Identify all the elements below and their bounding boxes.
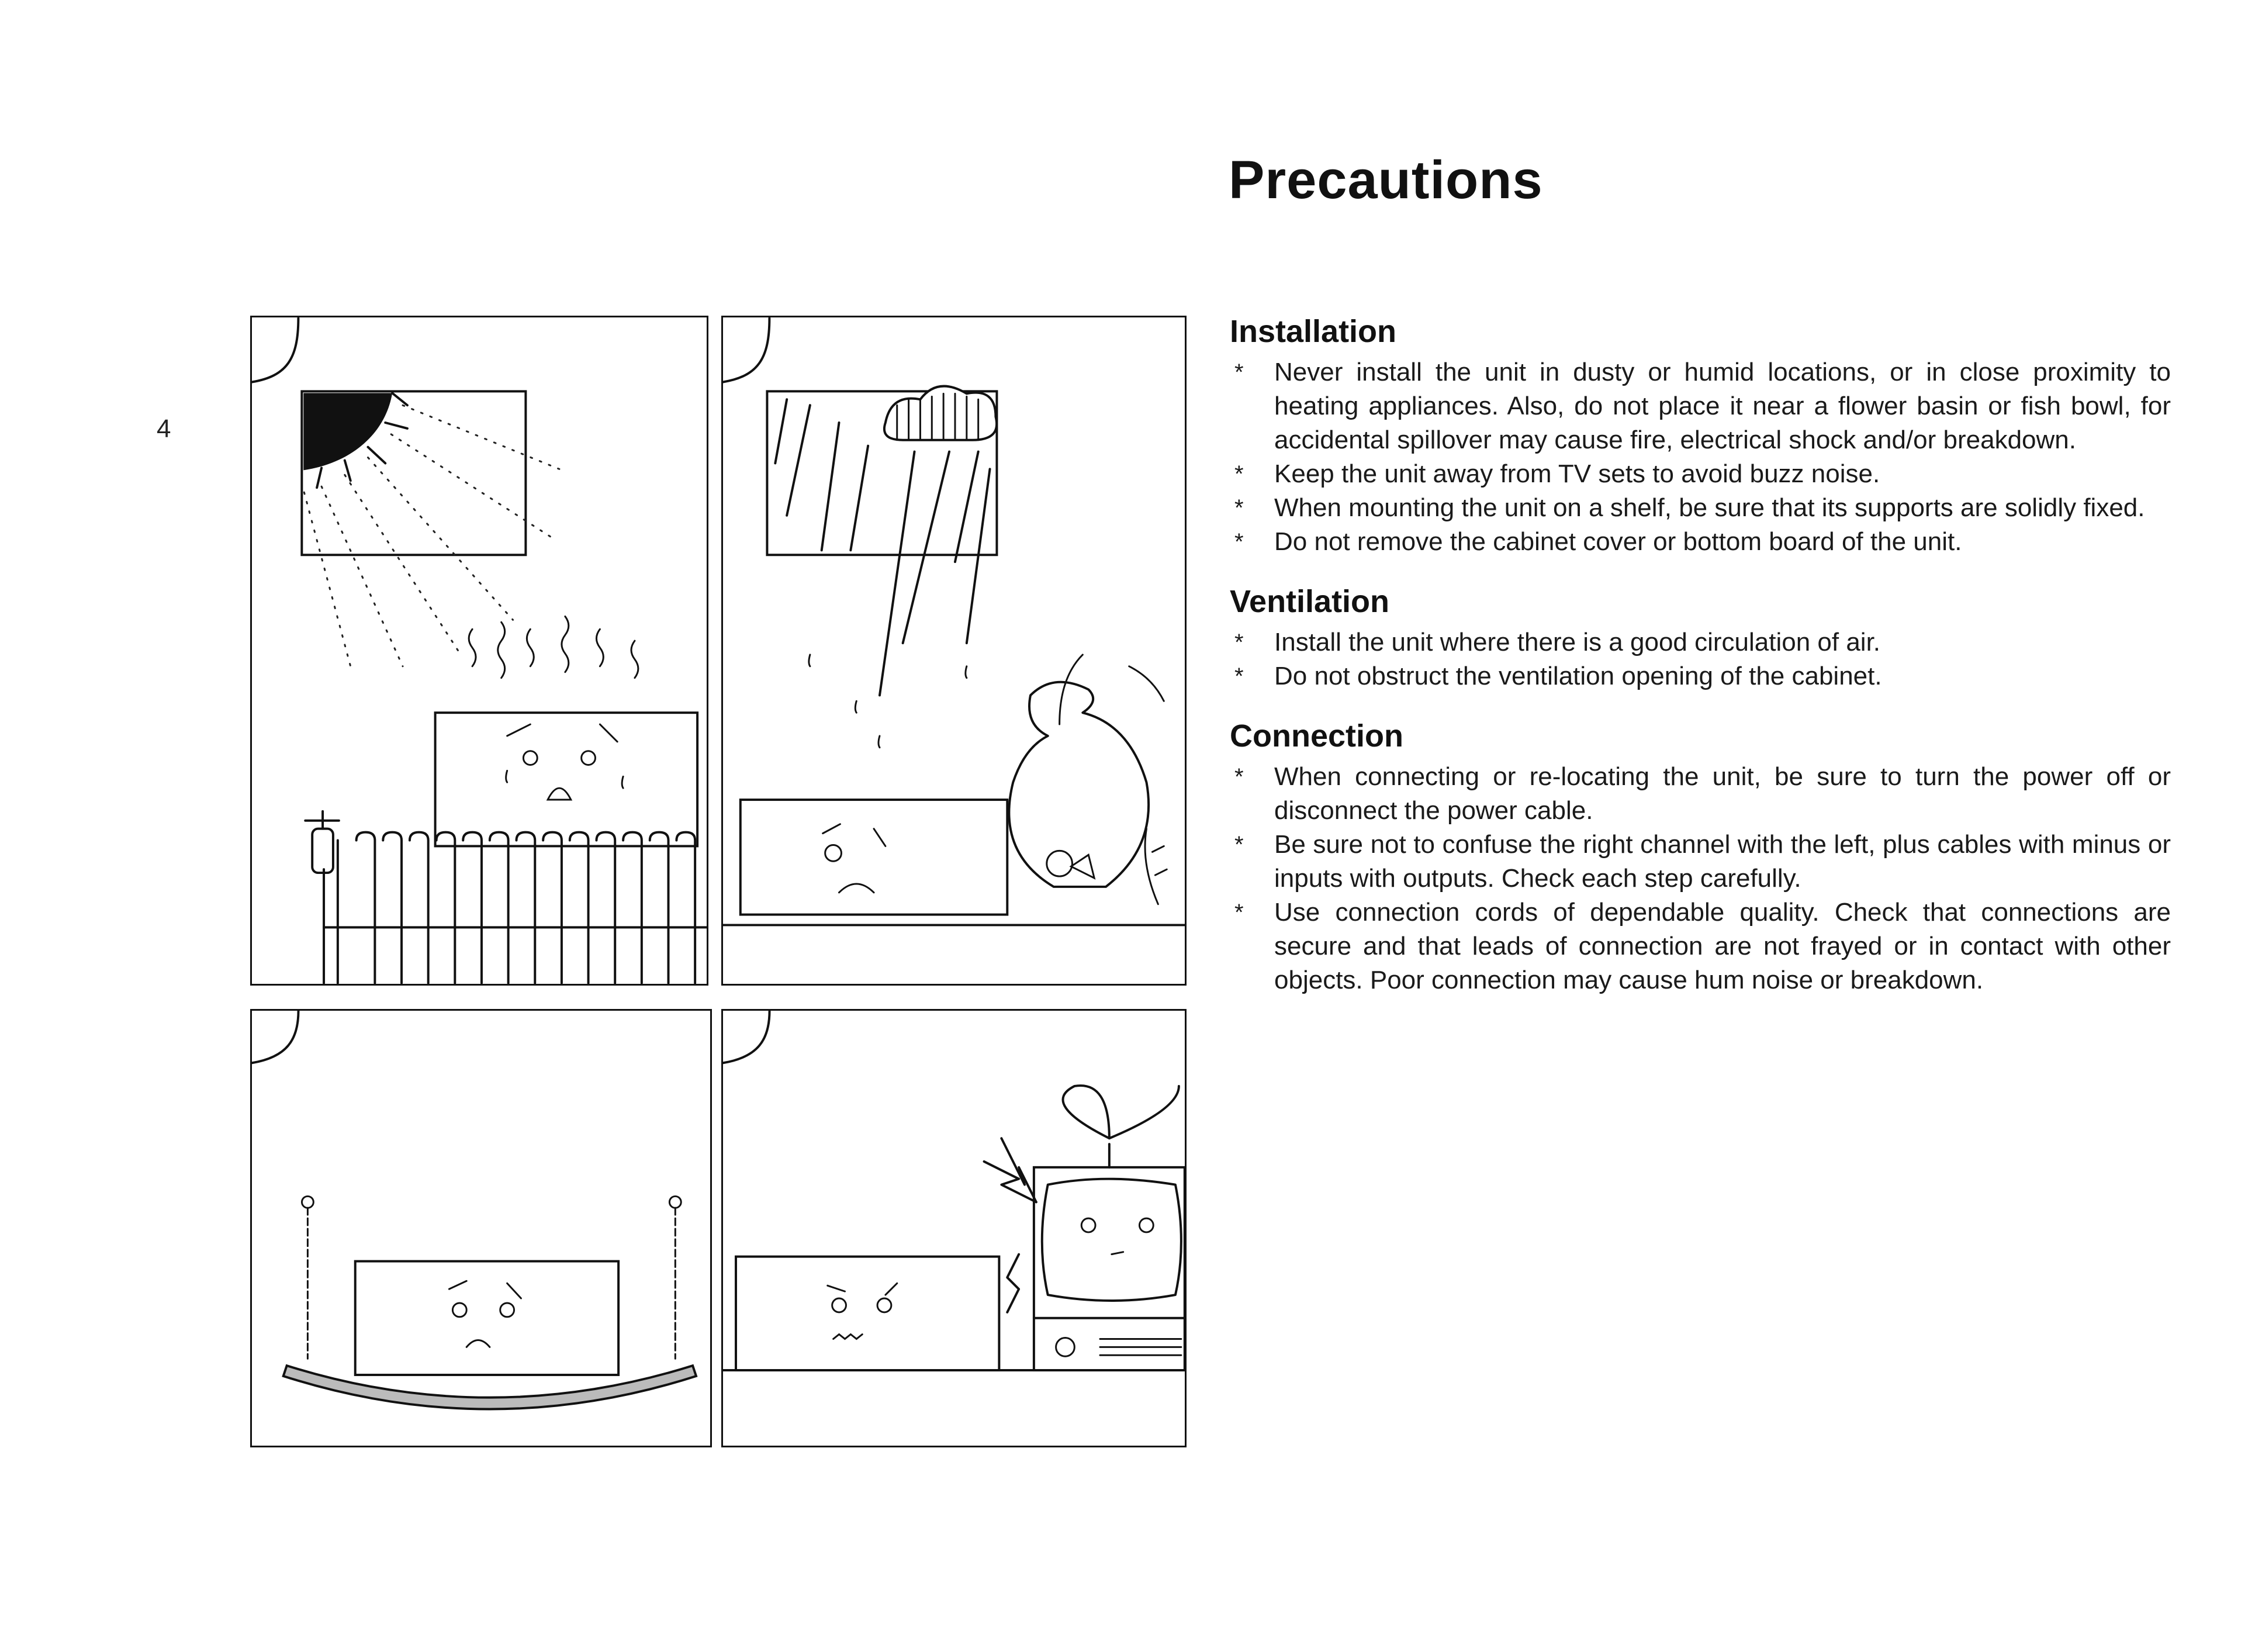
sun-and-radiator-illustration	[250, 316, 708, 986]
item-text: When connecting or re-locating the unit, be sure to turn the power off or disconnect the power cable.	[1274, 762, 2171, 825]
section-heading: Ventilation	[1230, 584, 1390, 620]
item-text: Do not obstruct the ventilation opening of the cabinet.	[1274, 662, 1882, 691]
bullet-asterisk: *	[1234, 630, 1244, 656]
list-item	[1230, 355, 2171, 457]
sun-radiator-drawing	[252, 317, 707, 984]
item-list	[1230, 355, 2171, 559]
list-item	[1230, 760, 2171, 828]
section-connection	[1230, 718, 2171, 997]
page-title: Precautions	[1229, 150, 1543, 210]
list-item	[1230, 457, 2171, 491]
item-text: Never install the unit in dusty or humid locations, or in close proximity to heating appliances. Also, do not place it near a flower basin or fish bowl, for accidental spillover may cause fire, electrical shock and/or breakdown.	[1274, 358, 2171, 455]
list-item	[1230, 491, 2171, 525]
hanging-shelf-drawing	[252, 1011, 710, 1446]
section-heading: Connection	[1230, 718, 1403, 754]
list-item	[1230, 525, 2171, 559]
bullet-asterisk: *	[1234, 663, 1244, 690]
tv-set-illustration	[721, 1009, 1187, 1447]
item-text: Do not remove the cabinet cover or bottom board of the unit.	[1274, 527, 1962, 557]
item-list	[1230, 760, 2171, 997]
item-text: Keep the unit away from TV sets to avoid buzz noise.	[1274, 459, 1880, 489]
page-number: 4	[157, 414, 171, 443]
bullet-asterisk: *	[1234, 360, 1244, 386]
rain-and-fishbowl-illustration	[721, 316, 1187, 986]
list-item	[1230, 828, 2171, 896]
section-ventilation	[1230, 583, 2171, 693]
bullet-asterisk: *	[1234, 900, 1244, 926]
list-item	[1230, 659, 2171, 693]
list-item	[1230, 896, 2171, 997]
section-installation	[1230, 313, 2171, 559]
bullet-asterisk: *	[1234, 495, 1244, 521]
item-text: Be sure not to confuse the right channel with the left, plus cables with minus or inputs with outputs. Check each step carefully.	[1274, 830, 2171, 893]
bullet-asterisk: *	[1234, 461, 1244, 488]
list-item	[1230, 625, 2171, 659]
bullet-asterisk: *	[1234, 764, 1244, 790]
bullet-asterisk: *	[1234, 832, 1244, 858]
hanging-shelf-illustration	[250, 1009, 712, 1447]
item-list	[1230, 625, 2171, 693]
item-text: Use connection cords of dependable quality. Check that connections are secure and that leads of connection are not frayed or in contact with other objects. Poor connection may cause hum noise or breakdown.	[1274, 898, 2171, 995]
illustration-panels	[250, 316, 1188, 1447]
precautions-text	[1230, 313, 2171, 1022]
bullet-asterisk: *	[1234, 529, 1244, 555]
tv-set-drawing	[723, 1011, 1185, 1446]
rain-fishbowl-drawing	[723, 317, 1185, 984]
item-text: Install the unit where there is a good circulation of air.	[1274, 628, 1881, 657]
item-text: When mounting the unit on a shelf, be sure that its supports are solidly fixed.	[1274, 493, 2145, 523]
section-heading: Installation	[1230, 314, 1397, 349]
